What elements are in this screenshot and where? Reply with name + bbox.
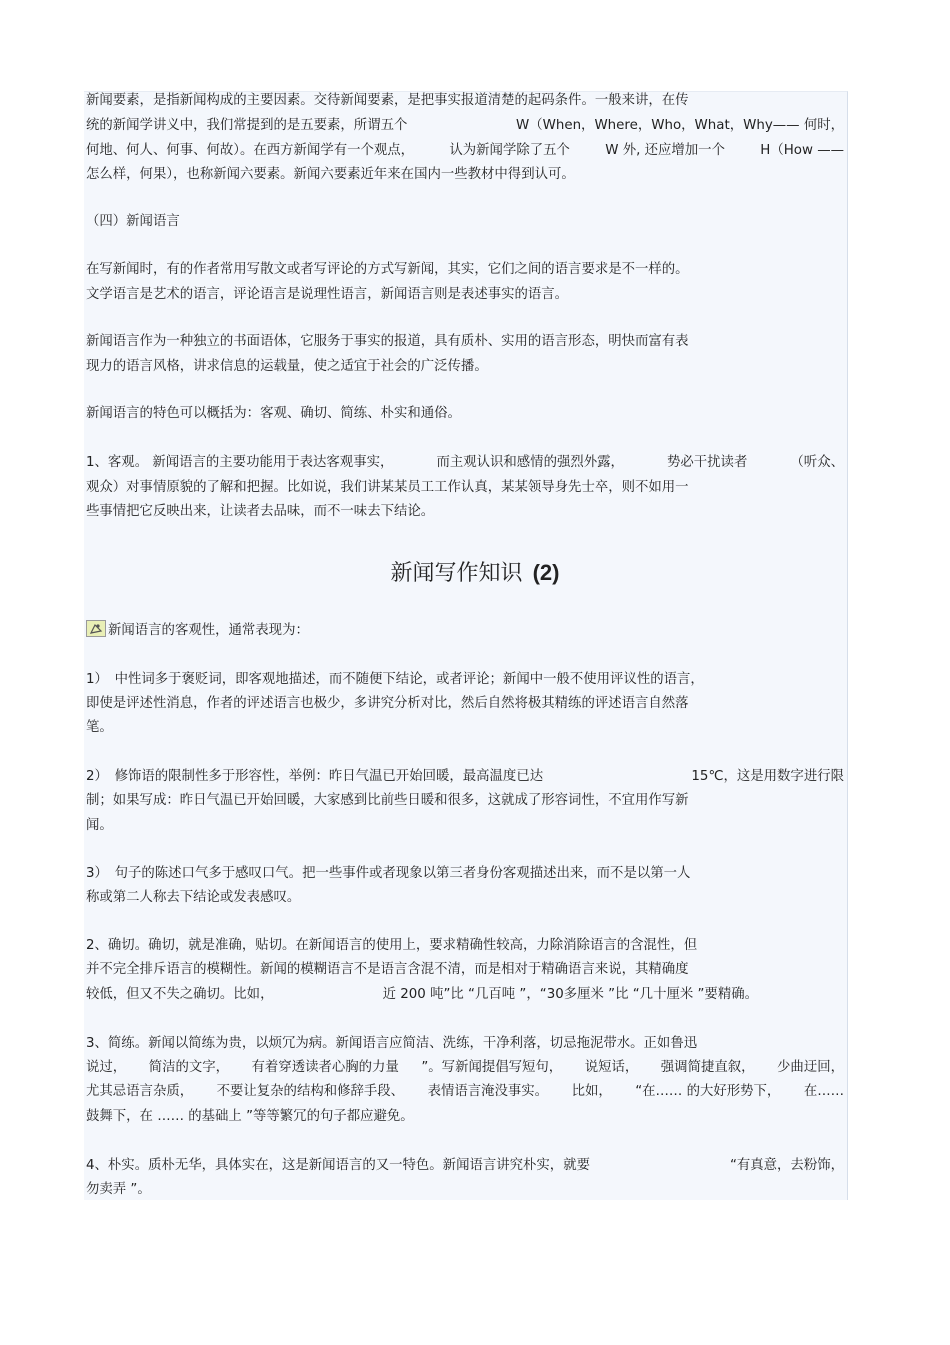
- paragraph-line: 新闻要素，是指新闻构成的主要因素。交待新闻要素，是把事实报道清楚的起码条件。一般来讲，在传: [86, 93, 689, 108]
- text-segment: 有着穿透读者心胸的力量: [251, 1060, 399, 1075]
- section-heading: （四）新闻语言: [86, 214, 180, 229]
- text-segment: 15℃，这是用数字进行限: [691, 769, 844, 784]
- text-segment: 1、客观。 新闻语言的主要功能用于表达客观事实，: [86, 455, 394, 470]
- paragraph-line: [86, 986, 758, 1004]
- paragraph-line: 并不完全排斥语言的模糊性。新闻的模糊语言不是语言含混不清，而是相对于精确语言来说，其精确度: [86, 962, 689, 977]
- paragraph-line: 2、确切。确切，就是准确，贴切。在新闻语言的使用上，要求精确性较高，力除消除语言的含混性，但: [86, 938, 698, 953]
- text-segment: 统的新闻学讲义中，我们常提到的是五要素，所谓五个: [86, 118, 408, 133]
- text-segment: W 外, 还应增加一个: [605, 143, 725, 158]
- text-segment: ”。写新闻提倡写短句，: [421, 1060, 563, 1075]
- text-segment: 2） 修饰语的限制性多于形容性，举例：昨日气温已开始回暖，最高温度已达: [86, 769, 544, 784]
- paragraph-line: 文学语言是艺术的语言，评论语言是说理性语言，新闻语言则是表述事实的语言。: [86, 287, 569, 302]
- text-segment: 不要让复杂的结构和修辞手段、: [216, 1084, 405, 1099]
- text-segment: 简洁的文字，: [148, 1060, 230, 1075]
- image-placeholder-icon: [86, 620, 106, 637]
- paragraph-line: 称或第二人称去下结论或发表感叹。: [86, 890, 301, 905]
- paragraph-line: 勿卖弄 ”。: [86, 1182, 151, 1197]
- paragraph-line: 些事情把它反映出来，让读者去品味，而不一味去下结论。: [86, 504, 435, 519]
- paragraph-line: 制；如果写成：昨日气温已开始回暖，大家感到比前些日暖和很多，这就成了形容词性，不宜用作写新: [86, 793, 689, 808]
- text-segment: 表情语言淹没事实。: [427, 1084, 549, 1099]
- paragraph-line: [86, 117, 844, 135]
- paragraph-line: 现力的语言风格，讲求信息的运载量，使之适宜于社会的广泛传播。: [86, 359, 488, 374]
- paragraph-line: 闻。: [86, 818, 113, 833]
- text-segment: W（When，Where，Who，What，Why—— 何时，: [515, 118, 844, 133]
- text-segment: H（How ——: [760, 143, 844, 158]
- text-segment: 强调简捷直叙，: [660, 1060, 755, 1075]
- text-segment: 何地、何人、何事、何故）。在西方新闻学有一个观点，: [86, 143, 415, 158]
- paragraph-line: 新闻语言的客观性，通常表现为：: [108, 623, 309, 638]
- paragraph-line: 笔。: [86, 720, 113, 735]
- text-segment: 认为新闻学除了五个: [449, 143, 570, 158]
- text-segment: 说过，: [86, 1060, 127, 1075]
- text-segment: “有真意，去粉饰，: [729, 1158, 844, 1173]
- paragraph-line: 新闻语言作为一种独立的书面语体，它服务于事实的报道，具有质朴、实用的语言形态，明快而富有表: [86, 334, 689, 349]
- text-segment: 势必干扰读者: [667, 455, 748, 470]
- paragraph-line: 怎么样，何果），也称新闻六要素。新闻六要素近年来在国内一些教材中得到认可。: [86, 167, 575, 182]
- paragraph-line: [86, 1059, 844, 1077]
- text-segment: 4、朴实。质朴无华，具体实在，这是新闻语言的又一特色。新闻语言讲究朴实，就要: [86, 1158, 590, 1173]
- paragraph-line: [86, 768, 844, 786]
- text-segment: 尤其忌语言杂质，: [86, 1084, 194, 1099]
- content-panel: [84, 91, 848, 1200]
- paragraph-line: 3） 句子的陈述口气多于感叹口气。把一些事件或者现象以第三者身份客观描述出来，而不是以第一人: [86, 866, 691, 881]
- paragraph-line: 即使是评述性消息，作者的评述语言也极少，多讲究分析对比，然后自然将极其精练的评述语言自然落: [86, 696, 689, 711]
- text-segment: 少曲迂回，: [777, 1060, 844, 1075]
- text-segment: （听众、: [790, 455, 844, 470]
- paragraph-line: 新闻语言的特色可以概括为：客观、确切、简练、朴实和通俗。: [86, 406, 461, 421]
- text-segment: 比如，: [571, 1084, 612, 1099]
- paragraph-line: 1） 中性词多于褒贬词，即客观地描述，而不随便下结论，或者评论；新闻中一般不使用评议性的语言，: [86, 672, 704, 687]
- text-segment: 说短话，: [584, 1060, 639, 1075]
- paragraph-line: [86, 1083, 844, 1101]
- paragraph-line: [86, 454, 844, 472]
- paragraph-line: 鼓舞下，在 …… 的基础上 ”等等繁冗的句子都应避免。: [86, 1109, 414, 1124]
- title-text: 新闻写作知识: [390, 561, 523, 586]
- text-segment: 近 200 吨”比 “几百吨 ”，“30多厘米 ”比 “几十厘米 ”要精确。: [382, 987, 758, 1002]
- paragraph-line: 3、简练。新闻以简练为贵，以烦冗为病。新闻语言应简洁、洗练，干净利落，切忌拖泥带水。正如鲁迅: [86, 1036, 698, 1051]
- paragraph-line: [86, 1157, 844, 1175]
- paragraph-line: 观众）对事情原貌的了解和把握。比如说，我们讲某某员工工作认真，某某领导身先士卒，则不如用一: [86, 480, 689, 495]
- page-title: [0, 558, 950, 589]
- text-segment: 在……: [803, 1084, 844, 1099]
- title-suffix: (2): [532, 560, 560, 585]
- text-segment: “在…… 的大好形势下，: [635, 1084, 781, 1099]
- paragraph-line: [86, 142, 844, 160]
- text-segment: 较低，但又不失之确切。比如，: [86, 987, 274, 1002]
- text-segment: 而主观认识和感情的强烈外露，: [436, 455, 624, 470]
- paragraph-line: 在写新闻时，有的作者常用写散文或者写评论的方式写新闻，其实，它们之间的语言要求是不一样的。: [86, 262, 689, 277]
